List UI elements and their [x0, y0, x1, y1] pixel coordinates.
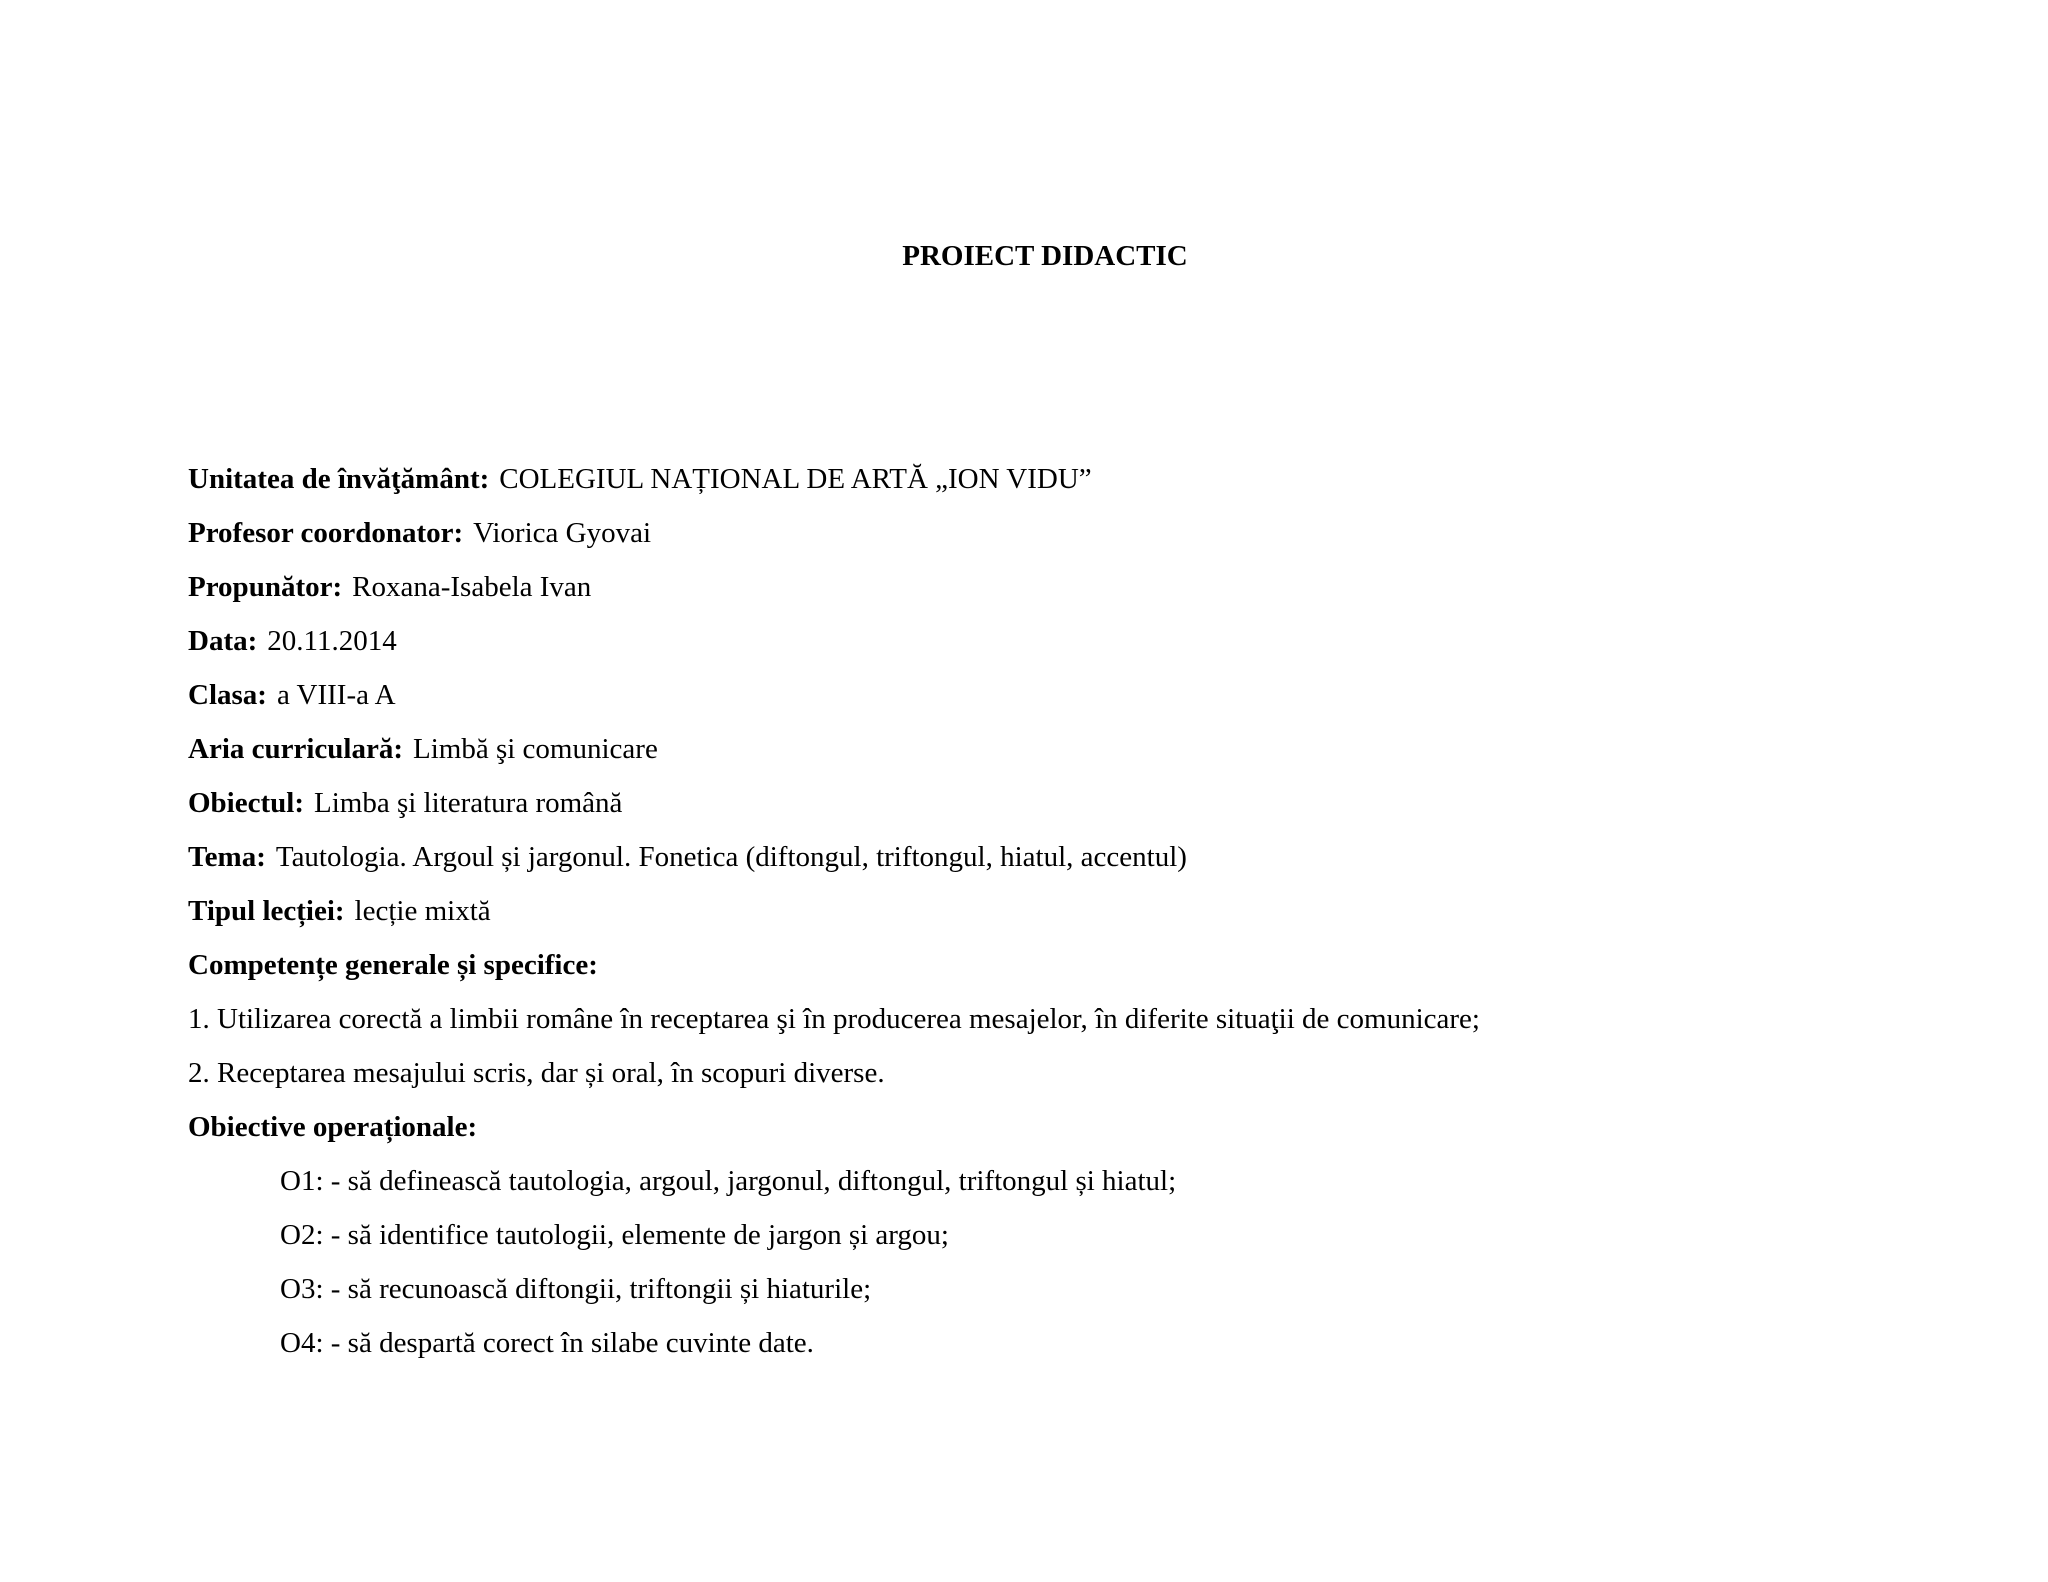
field-value: Limbă şi comunicare	[413, 733, 658, 765]
field-label: Profesor coordonator:	[188, 517, 464, 549]
field-label: Tipul lecției:	[188, 895, 345, 927]
field-value: lecție mixtă	[354, 895, 491, 927]
field-date	[188, 614, 1988, 668]
competence-item: 2. Receptarea mesajului scris, dar și oral, în scopuri diverse.	[188, 1057, 885, 1089]
field-coordinator	[188, 506, 1988, 560]
document-body	[188, 452, 1988, 1370]
field-proposer	[188, 560, 1988, 614]
field-value: Tautologia. Argoul și jargonul. Fonetica (diftongul, triftongul, hiatul, accentul)	[275, 841, 1187, 873]
field-label: Unitatea de învăţământ:	[188, 463, 490, 495]
objective-item: O1: - să definească tautologia, argoul, jargonul, diftongul, triftongul și hiatul;	[280, 1165, 1177, 1197]
field-topic	[188, 830, 1988, 884]
field-class	[188, 668, 1988, 722]
field-value: COLEGIUL NAȚIONAL DE ARTĂ „ION VIDU”	[499, 463, 1092, 495]
objective-item: O4: - să despartă corect în silabe cuvinte date.	[280, 1327, 814, 1359]
objective-item: O3: - să recunoască diftongii, triftongii și hiaturile;	[280, 1273, 872, 1305]
field-value: 20.11.2014	[267, 625, 397, 657]
objectives-heading: Obiective operaționale:	[188, 1111, 478, 1143]
field-label: Clasa:	[188, 679, 267, 711]
field-value: Viorica Gyovai	[473, 517, 652, 549]
field-label: Propunător:	[188, 571, 343, 603]
field-label: Obiectul:	[188, 787, 304, 819]
field-value: Roxana-Isabela Ivan	[352, 571, 592, 603]
field-label: Tema:	[188, 841, 266, 873]
field-value: Limba şi literatura română	[314, 787, 623, 819]
document-title: PROIECT DIDACTIC	[902, 240, 1188, 272]
field-label: Data:	[188, 625, 258, 657]
field-curricular-area	[188, 722, 1988, 776]
field-school	[188, 452, 1988, 506]
field-label: Aria curriculară:	[188, 733, 404, 765]
field-lesson-type	[188, 884, 1988, 938]
competence-item: 1. Utilizarea corectă a limbii române în receptarea şi în producerea mesajelor, în diferite situaţii de comunicare;	[188, 1003, 1480, 1035]
field-subject	[188, 776, 1988, 830]
competences-heading: Competențe generale și specifice:	[188, 949, 598, 981]
objective-item: O2: - să identifice tautologii, elemente de jargon și argou;	[280, 1219, 949, 1251]
field-value: a VIII-a A	[276, 679, 396, 711]
